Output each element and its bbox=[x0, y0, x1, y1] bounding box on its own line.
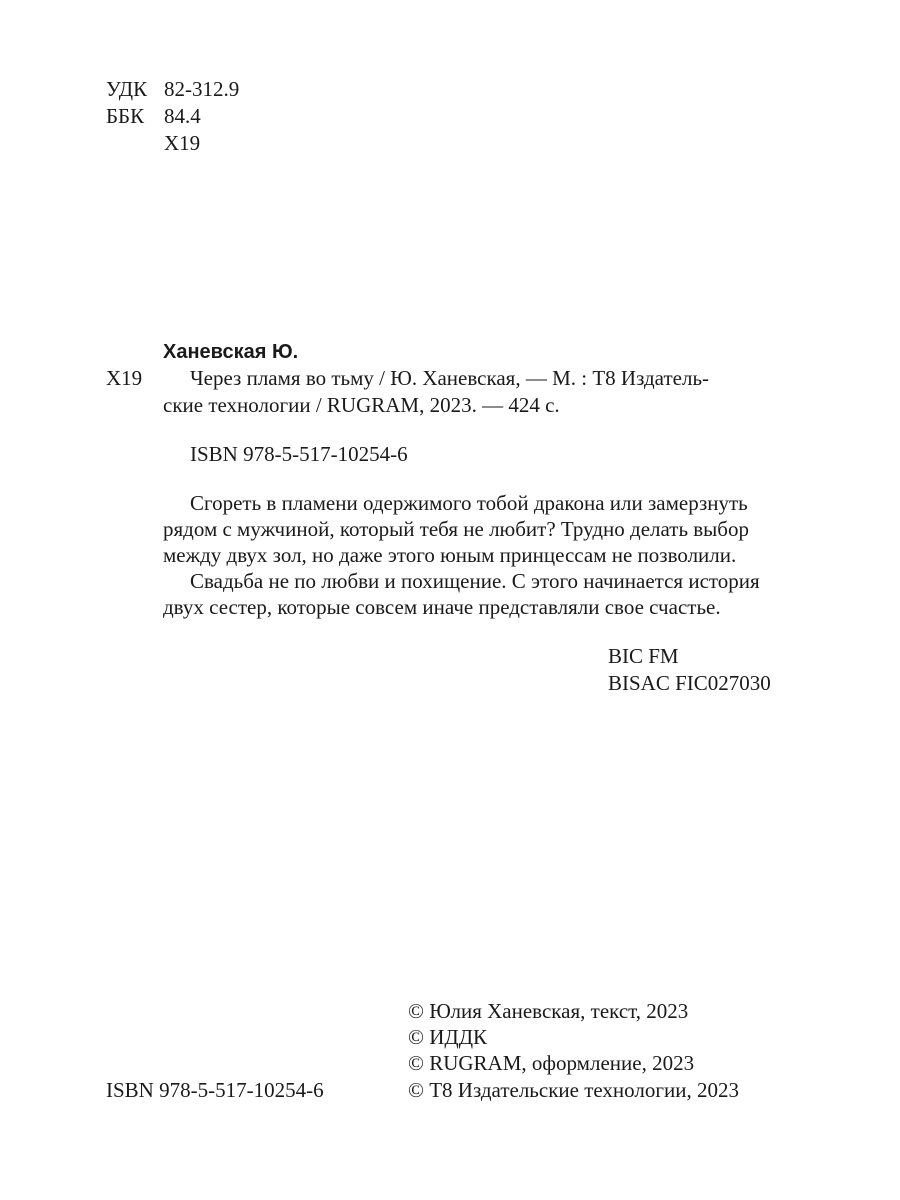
udk-value: 82-312.9 bbox=[164, 77, 240, 101]
annotation-line: Сгореть в пламени одержимого тобой дракона или замерзнуть bbox=[190, 491, 748, 515]
annotation-line: двух сестер, которые совсем иначе представляли свое счастье. bbox=[163, 595, 721, 619]
bbk-value: 84.4 bbox=[164, 104, 201, 128]
author-heading: Ханевская Ю. bbox=[163, 341, 299, 363]
copyright-line: © ИДДК bbox=[408, 1025, 488, 1049]
footer-isbn: ISBN 978-5-517-10254-6 bbox=[106, 1078, 324, 1102]
annotation-line: между двух зол, но даже этого юным принцессам не позволили. bbox=[163, 543, 737, 567]
bisac-code: BISAC FIC027030 bbox=[608, 671, 771, 695]
copyright-line: © Т8 Издательские технологии, 2023 bbox=[408, 1078, 739, 1102]
author-sign: Х19 bbox=[164, 131, 201, 155]
record-isbn: ISBN 978-5-517-10254-6 bbox=[190, 442, 408, 466]
annotation-line: Свадьба не по любви и похищение. С этого начинается история bbox=[190, 569, 760, 593]
bbk-label: ББК bbox=[106, 104, 145, 128]
udk-label: УДК bbox=[106, 77, 148, 101]
annotation-line: рядом с мужчиной, который тебя не любит? Трудно делать выбор bbox=[163, 517, 749, 541]
copyright-line: © Юлия Ханевская, текст, 2023 bbox=[408, 999, 689, 1023]
record-sign: Х19 bbox=[106, 366, 143, 390]
title-line-2: ские технологии / RUGRAM, 2023. — 424 с. bbox=[163, 393, 560, 417]
title-line-1: Через пламя во тьму / Ю. Ханевская, — М. : Т8 Издатель- bbox=[190, 366, 710, 390]
copyright-line: © RUGRAM, оформление, 2023 bbox=[408, 1051, 695, 1075]
bic-code: BIC FM bbox=[608, 644, 679, 668]
